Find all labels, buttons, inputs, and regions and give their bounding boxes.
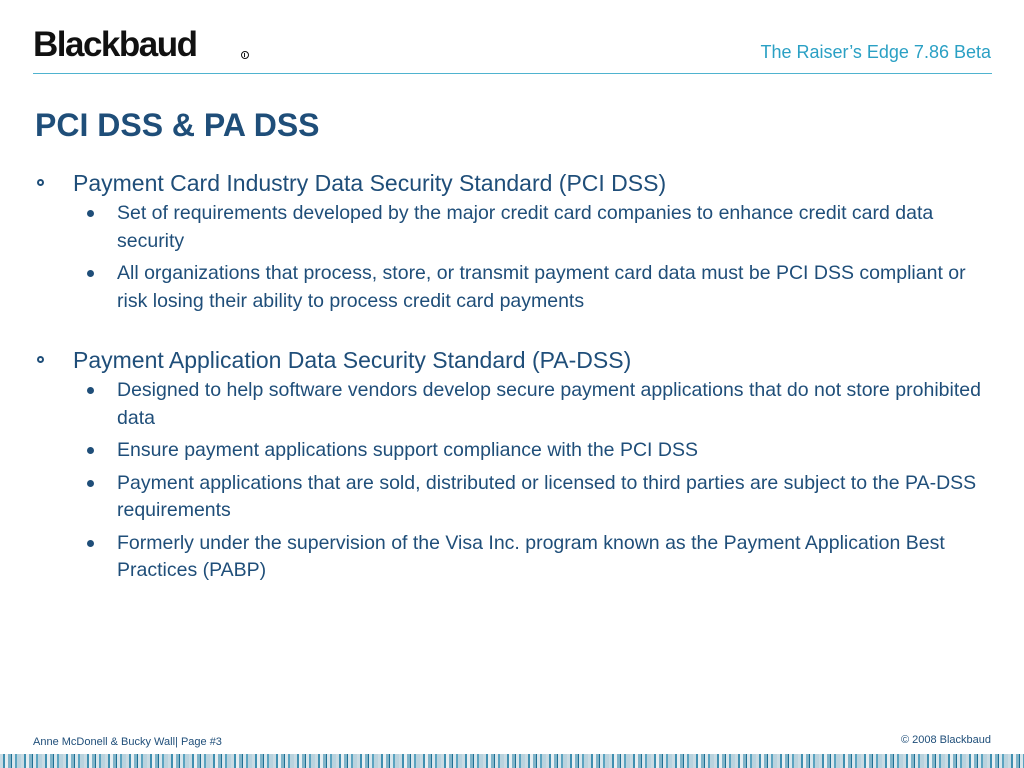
section-heading: [35, 168, 995, 198]
list-item-text: Formerly under the supervision of the Visa Inc. program known as the Payment Application Best Practices (PABP): [117, 531, 945, 581]
list-item-text: Designed to help software vendors develop secure payment applications that do not store prohibited data: [117, 379, 981, 429]
list-item-text: Set of requirements developed by the major credit card companies to enhance credit card data security: [117, 202, 934, 252]
list-item-text: All organizations that process, store, or transmit payment card data must be PCI DSS compliant or risk losing their ability to process credit card payments: [117, 262, 966, 312]
bullet-list: [35, 200, 995, 315]
footer-copyright: © 2008 Blackbaud: [900, 734, 991, 746]
slide-content: [35, 168, 995, 615]
section-heading-text: Payment Card Industry Data Security Standard (PCI DSS): [73, 170, 667, 196]
list-item: [35, 470, 997, 525]
blackbaud-logo: Blackbaud: [33, 25, 197, 64]
solid-dot-bullet-icon: [87, 387, 94, 394]
list-item: [35, 377, 997, 432]
solid-dot-bullet-icon: [87, 210, 94, 217]
solid-dot-bullet-icon: [87, 540, 94, 547]
solid-dot-bullet-icon: [87, 447, 94, 454]
slide-title: PCI DSS & PA DSS: [35, 107, 320, 143]
list-item-text: Ensure payment applications support compliance with the PCI DSS: [117, 439, 698, 461]
solid-dot-bullet-icon: [87, 480, 94, 487]
list-item-text: Payment applications that are sold, distributed or licensed to third parties are subject to the PA-DSS requirements: [117, 471, 977, 521]
section-pa-dss: [35, 345, 995, 585]
list-item: [35, 200, 997, 255]
header-divider: [33, 73, 992, 74]
solid-dot-bullet-icon: [87, 270, 94, 277]
list-item: [35, 260, 997, 315]
footer-presenter: Anne McDonell & Bucky Wall| Page #3: [33, 736, 222, 748]
product-title: The Raiser’s Edge 7.86 Beta: [760, 42, 991, 62]
footer-stripe: [0, 754, 1024, 768]
hollow-circle-bullet-icon: [37, 356, 44, 363]
hollow-circle-bullet-icon: [37, 179, 44, 186]
list-item: [35, 437, 997, 465]
section-heading: [35, 345, 995, 375]
bullet-list: [35, 377, 995, 585]
section-pci-dss: [35, 168, 995, 315]
list-item: [35, 530, 997, 585]
section-heading-text: Payment Application Data Security Standard (PA-DSS): [73, 347, 632, 373]
registered-mark-icon: [241, 51, 249, 59]
